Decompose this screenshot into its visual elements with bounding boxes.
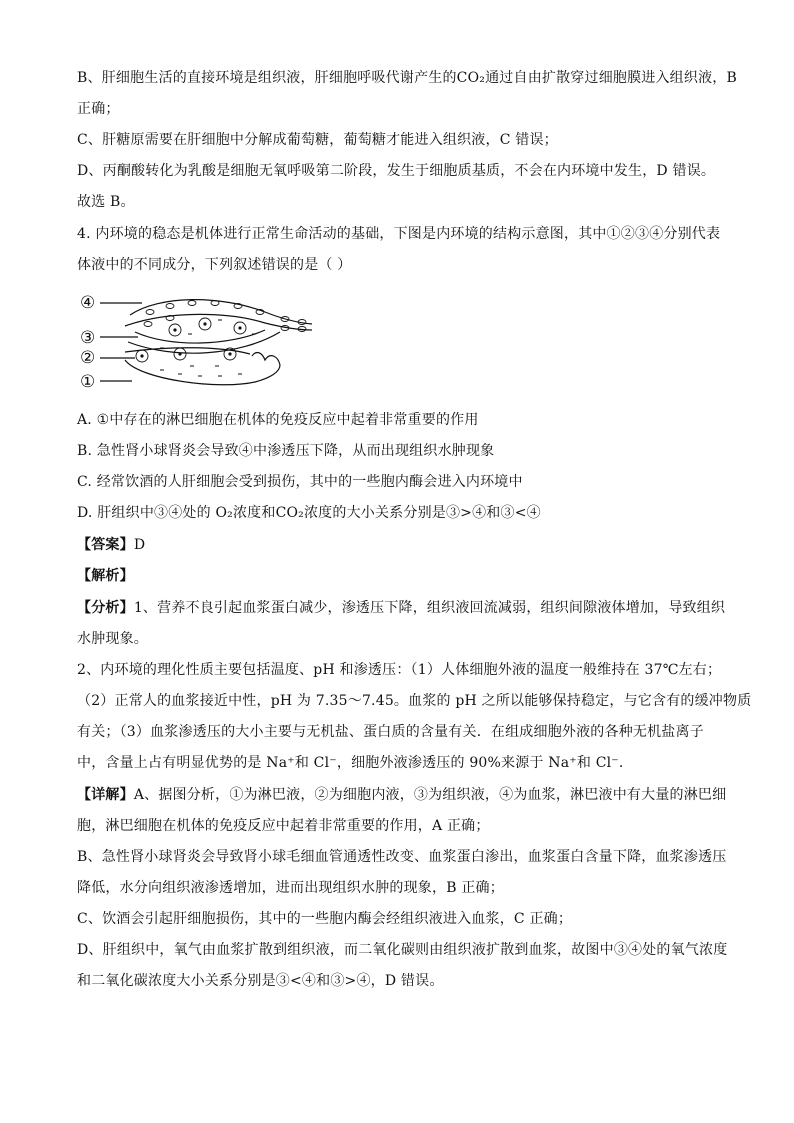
analysis-line: 水肿现象。 (77, 631, 148, 647)
detail-tag: 【详解】 (77, 787, 134, 803)
text-line: C、肝糖原需要在肝细胞中分解成葡萄糖，葡萄糖才能进入组织液，C 错误； (77, 132, 558, 148)
label-4: ④ (80, 293, 96, 313)
option-c: C. 经常饮酒的人肝细胞会受到损伤，其中的一些胞内酶会进入内环境中 (77, 474, 523, 490)
option-d: D. 肝组织中③④处的 O₂浓度和CO₂浓度的大小关系分别是③>④和③<④ (77, 505, 541, 521)
detail-line: 胞，淋巴细胞在机体的免疫反应中起着非常重要的作用，A 正确； (77, 818, 490, 834)
text-line: 正确； (77, 101, 120, 117)
option-a: A. ①中存在的淋巴细胞在机体的免疫反应中起着非常重要的作用 (77, 412, 479, 428)
answer-tag: 【答案】 (77, 537, 134, 553)
analysis-line: 2、内环境的理化性质主要包括温度、pH 和渗透压：（1）人体细胞外液的温度一般维持在 37℃左右； (77, 662, 722, 678)
detail-line: D、肝组织中，氧气由血浆扩散到组织液，而二氧化碳则由组织液扩散到血浆，故图中③④处的氧气浓度 (77, 942, 728, 958)
analysis-line: 中，含量上占有明显优势的是 Na⁺和 Cl⁻，细胞外液渗透压的 90%来源于 Na⁺和 Cl⁻. (77, 755, 624, 771)
analysis-tag: 【解析】 (77, 568, 134, 584)
label-2: ② (80, 348, 96, 368)
analysis-line: 有关；（3）血浆渗透压的大小主要与无机盐、蛋白质的含量有关．在组成细胞外液的各种无机盐离子 (77, 724, 704, 740)
detail-line: 降低，水分向组织液渗透增加，进而出现组织水肿的现象，B 正确； (77, 880, 504, 896)
detail-line (77, 785, 726, 805)
detail-line: 和二氧化碳浓度大小关系分别是③<④和③>④，D 错误。 (77, 973, 444, 989)
body-fluid-diagram (80, 290, 320, 395)
analysis-sub-tag: 【分析】 (77, 600, 134, 616)
option-b: B. 急性肾小球肾炎会导致④中渗透压下降，从而出现组织水肿现象 (77, 443, 495, 459)
label-1: ① (80, 372, 96, 392)
label-3: ③ (80, 328, 96, 348)
text-line: B、肝细胞生活的直接环境是组织液，肝细胞呼吸代谢产生的CO₂通过自由扩散穿过细胞膜进入组织液，B (77, 70, 737, 86)
question-text: 4. 内环境的稳态是机体进行正常生命活动的基础，下图是内环境的结构示意图，其中①②③④分别代表 (77, 226, 721, 242)
analysis-text: 1、营养不良引起血浆蛋白减少，渗透压下降，组织液回流减弱，组织间隙液体增加，导致组织 (133, 600, 726, 616)
analysis-line (77, 598, 725, 618)
text-line: D、丙酮酸转化为乳酸是细胞无氧呼吸第二阶段，发生于细胞质基质，不会在内环境中发生，D 错误。 (77, 163, 716, 179)
question-text: 体液中的不同成分，下列叙述错误的是（ ） (77, 257, 352, 273)
detail-line: C、饮酒会引起肝细胞损伤，其中的一些胞内酶会经组织液进入血浆，C 正确； (77, 911, 573, 927)
analysis-line: （2）正常人的血浆接近中性，pH 为 7.35～7.45。血浆的 pH 之所以能够保持稳定，与它含有的缓冲物质 (77, 693, 752, 709)
answer-value: D (133, 537, 146, 553)
answer-line (77, 535, 145, 555)
text-line: 故选 B。 (77, 194, 135, 210)
detail-text: A、据图分析，①为淋巴液，②为细胞内液，③为组织液，④为血浆，淋巴液中有大量的淋巴细 (133, 787, 727, 803)
detail-line: B、急性肾小球肾炎会导致肾小球毛细血管通透性改变、血浆蛋白渗出，血浆蛋白含量下降，血浆渗透压 (77, 849, 727, 865)
